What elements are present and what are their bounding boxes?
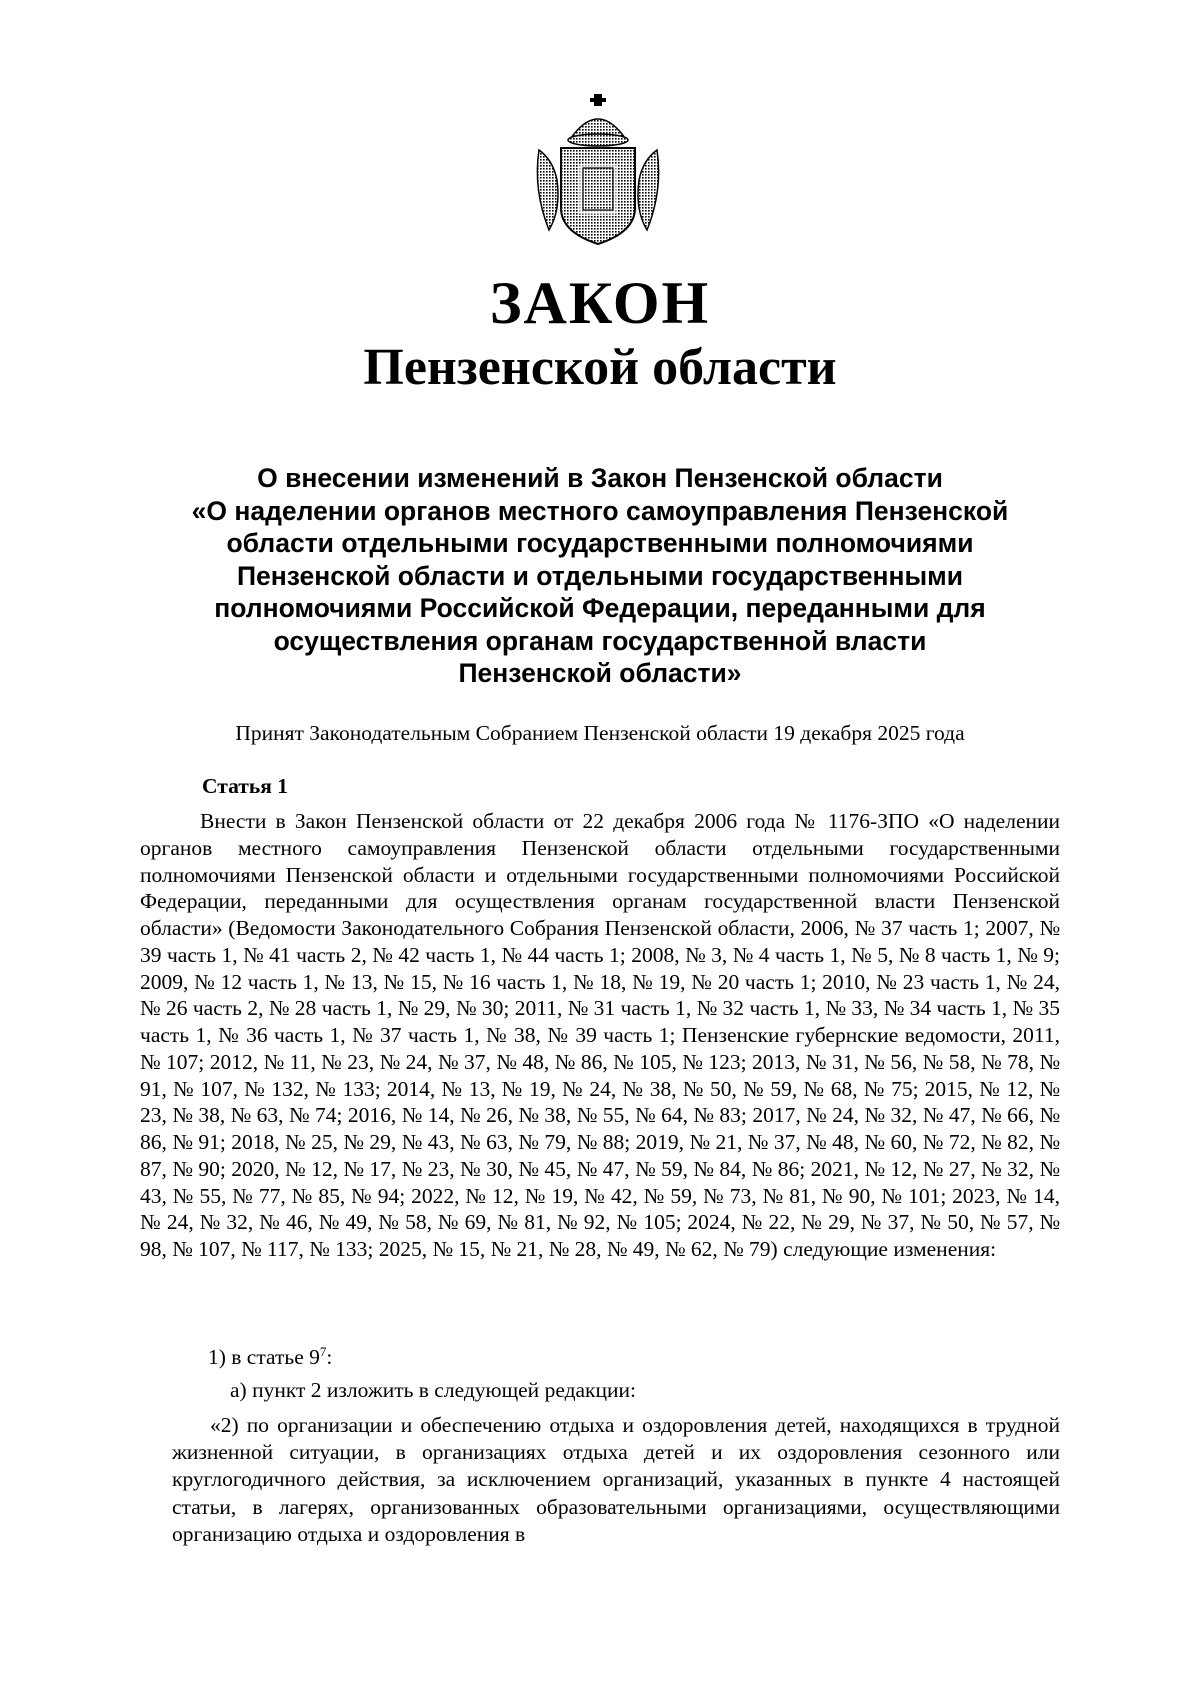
amendment-quote-text: «2) по организации и обеспечению отдыха и оздоровления детей, находящихся в трудной жизненной ситуации, в организациях отдыха детей и их оздоровления сезонного или круглогодичного действия, за исключением организаций, указанных в пункте 4 настоящей статьи, в лагерях, организованных образовательными организациями, осуществляющими организацию отдыха и оздоровления в: [172, 1413, 1060, 1546]
coat-of-arms-icon: [531, 90, 665, 248]
subject-line: области отдельными государственными полномочиями: [226, 528, 974, 558]
subject-line: О внесении изменений в Закон Пензенской области: [257, 463, 943, 493]
law-title: ЗАКОН: [489, 270, 711, 336]
item-1a: а) пункт 2 изложить в следующей редакции:: [230, 1378, 636, 1402]
item-1-text: 1) в статье 9: [208, 1345, 320, 1369]
law-region: Пензенской области: [363, 339, 837, 396]
article-heading: Статья 1: [202, 774, 288, 798]
law-subject: [150, 462, 1050, 690]
item-1: [208, 1344, 332, 1371]
subject-line: Пензенской области и отдельными государственными: [236, 560, 964, 591]
article-intro: Внести в Закон Пензенской области от 22 декабря 2006 года № 1176-ЗПО «О наделении органов местного самоуправления Пензенской области отдельными государственными полномочиями Пензенской области и отдельными государственными полномочиями Российской Федерации, переданными для осуществления органам государственной власти Пензенской области» (Ведомости Законодательного Собрания Пензенской области, 2006, № 37 часть 1; 2007, № 39 часть 1, № 41 часть 2, № 42 часть 1, № 44 часть 1; 2008, № 3, № 4 часть 1, № 5, № 8 часть 1, № 9; 2009, № 12 часть 1, № 13, № 15, № 16 часть 1, № 18, № 19, № 20 часть 1; 2010, № 23 часть 1, № 24, № 26 часть 2, № 28 часть 1, № 29, № 30; 2011, № 31 часть 1, № 32 часть 1, № 33, № 34 часть 1, № 35 часть 1, № 36 часть 1, № 37 часть 1, № 38, № 39 часть 1; Пензенские губернские ведомости, 2011, № 107; 2012, № 11, № 23, № 24, № 37, № 48, № 86, № 105, № 123; 2013, № 31, № 56, № 58, № 78, № 91, № 107, № 132, № 133; 2014, № 13, № 19, № 24, № 38, № 50, № 59, № 68, № 75; 2015, № 12, № 23, № 38, № 63, № 74; 2016, № 14, № 26, № 38, № 55, № 64, № 83; 2017, № 24, № 32, № 47, № 66, № 86, № 91; 2018, № 25, № 29, № 43, № 63, № 79, № 88; 2019, № 21, № 37, № 48, № 60, № 72, № 82, № 87, № 90; 2020, № 12, № 17, № 23, № 30, № 45, № 47, № 59, № 84, № 86; 2021, № 12, № 27, № 32, № 43, № 55, № 77, № 85, № 94; 2022, № 12, № 19, № 42, № 59, № 73, № 81, № 90, № 101; 2023, № 14, № 24, № 32, № 46, № 49, № 58, № 69, № 81, № 92, № 105; 2024, № 22, № 29, № 37, № 50, № 57, № 98, № 107, № 117, № 133; 2025, № 15, № 21, № 28, № 49, № 62, № 79) следующие изменения:: [140, 809, 1060, 1261]
subject-line: Пензенской области»: [458, 658, 742, 688]
subject-line: «О наделении органов местного самоуправления Пензенской: [191, 495, 1009, 526]
subject-line: полномочиями Российской Федерации, переданными для: [214, 593, 986, 623]
article-body: [140, 808, 1060, 1263]
subject-line: осуществления органам государственной власти: [273, 625, 927, 656]
item-1-superscript: 7: [319, 1343, 327, 1359]
adoption-note: Принят Законодательным Собранием Пензенской области 19 декабря 2025 года: [235, 721, 965, 745]
amendment-quote: [172, 1412, 1060, 1548]
item-1-suffix: :: [326, 1345, 333, 1369]
